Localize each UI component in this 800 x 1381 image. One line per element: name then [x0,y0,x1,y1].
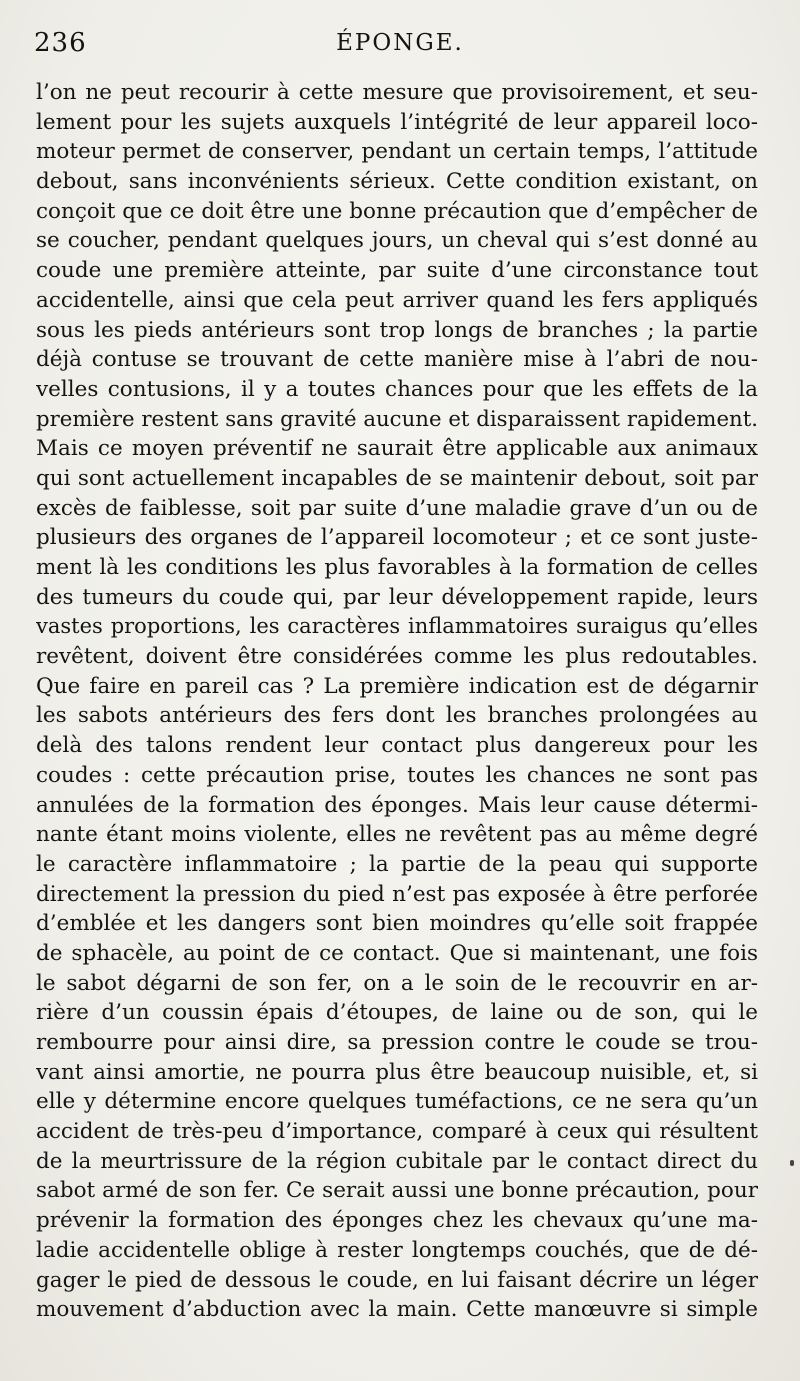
running-head: ÉPONGE. [336,30,464,56]
text-line: elle y détermine encore quelques tuméfactions, ce ne sera qu’un [36,1089,758,1115]
text-line: delà des talons rendent leur contact plus dangereux pour les [36,733,758,759]
text-line: coudes : cette précaution prise, toutes les chances ne sont pas [36,762,758,788]
text-line: moteur permet de conserver, pendant un certain temps, l’attitude [36,139,758,165]
text-line: se coucher, pendant quelques jours, un cheval qui s’est donné au [36,228,758,254]
text-line: accidentelle, ainsi que cela peut arriver quand les fers appliqués [36,287,758,313]
text-line: excès de faiblesse, soit par suite d’une maladie grave d’un ou de [36,495,758,521]
text-line: lement pour les sujets auxquels l’intégrité de leur appareil loco- [36,109,758,135]
body-text [36,78,758,1325]
scan-speck [790,1160,794,1166]
text-line: qui sont actuellement incapables de se maintenir debout, soit par [36,465,758,491]
text-line: plusieurs des organes de l’appareil locomoteur ; et ce sont juste- [36,525,758,551]
text-line: gager le pied de dessous le coude, en lui faisant décrire un léger [36,1267,758,1293]
text-line: directement la pression du pied n’est pas exposée à être perforée [36,881,758,907]
text-line: de sphacèle, au point de ce contact. Que si maintenant, une fois [36,940,758,966]
text-line: Mais ce moyen préventif ne saurait être applicable aux animaux [36,436,758,462]
text-line: ment là les conditions les plus favorables à la formation de celles [36,555,758,580]
text-line: Que faire en pareil cas ? La première indication est de dégarnir [36,673,758,699]
text-line: les sabots antérieurs des fers dont les branches prolongées au [36,703,758,729]
page-number: 236 [34,28,87,58]
text-line: sous les pieds antérieurs sont trop longs de branches ; la partie [36,317,758,343]
text-line: debout, sans inconvénients sérieux. Cette condition existant, on [36,169,758,195]
text-line: de la meurtrissure de la région cubitale par le contact direct du [36,1148,758,1174]
text-line: première restent sans gravité aucune et disparaissent rapidement. [36,406,758,432]
text-line: d’emblée et les dangers sont bien moindres qu’elle soit frappée [36,911,758,937]
page-header [0,28,800,64]
text-line: velles contusions, il y a toutes chances pour que les effets de la [36,376,758,402]
text-line: ladie accidentelle oblige à rester longtemps couchés, que de dé- [36,1237,758,1263]
text-line: le sabot dégarni de son fer, on a le soin de le recouvrir en ar- [36,970,758,996]
text-line: le caractère inflammatoire ; la partie de la peau qui supporte [36,851,758,877]
text-line: annulées de la formation des éponges. Mais leur cause détermi- [36,792,758,818]
text-line: coude une première atteinte, par suite d’une circonstance tout [36,258,758,284]
text-line: déjà contuse se trouvant de cette manière mise à l’abri de nou- [36,347,758,373]
text-line: vant ainsi amortie, ne pourra plus être beaucoup nuisible, et, si [36,1059,758,1085]
text-line: accident de très-peu d’importance, comparé à ceux qui résultent [36,1119,758,1145]
text-line: mouvement d’abduction avec la main. Cette manœuvre si simple [36,1297,758,1323]
text-line: sabot armé de son fer. Ce serait aussi une bonne précaution, pour [36,1178,758,1204]
text-line: revêtent, doivent être considérées comme les plus redoutables. [36,644,758,670]
text-line: conçoit que ce doit être une bonne précaution que d’empêcher de [36,198,758,224]
text-line: l’on ne peut recourir à cette mesure que provisoirement, et seu- [36,80,758,105]
text-line: nante étant moins violente, elles ne revêtent pas au même degré [36,822,758,848]
text-line: prévenir la formation des éponges chez les chevaux qu’une ma- [36,1208,758,1234]
text-line: vastes proportions, les caractères inflammatoires suraigus qu’elles [36,614,758,639]
text-line: rembourre pour ainsi dire, sa pression contre le coude se trou- [36,1030,758,1055]
text-line: des tumeurs du coude qui, par leur développement rapide, leurs [36,584,758,610]
text-line: rière d’un coussin épais d’étoupes, de laine ou de son, qui le [36,1000,758,1026]
